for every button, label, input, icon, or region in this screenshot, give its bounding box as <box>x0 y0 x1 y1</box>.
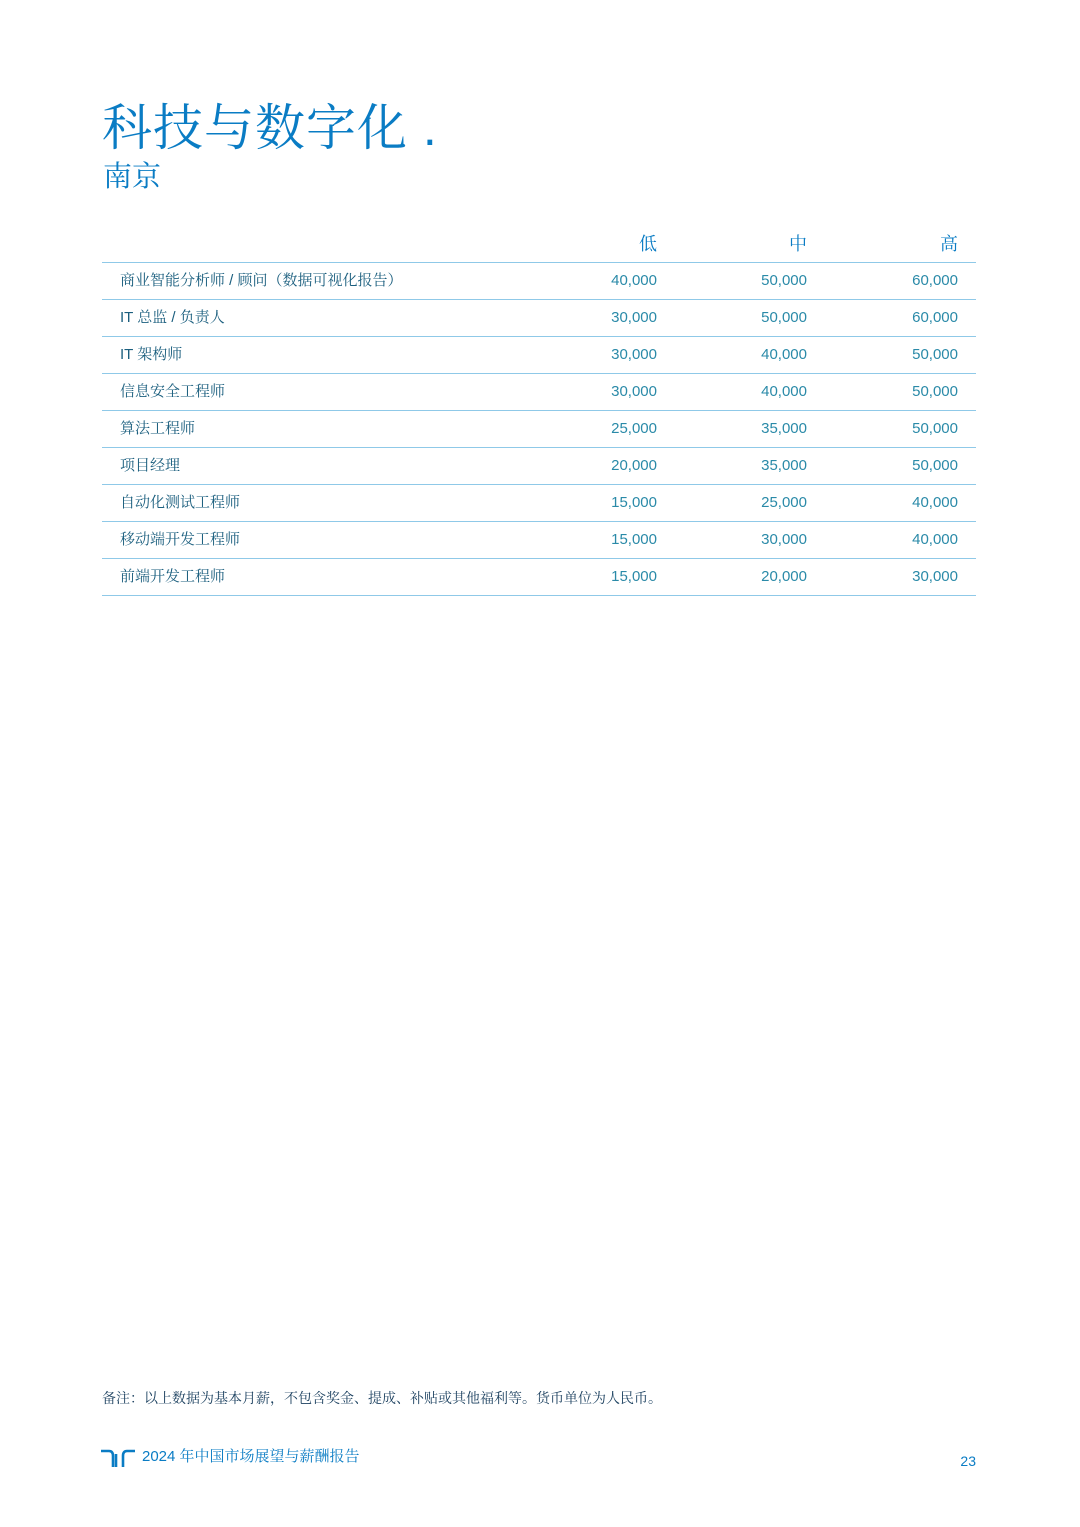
table-row <box>102 485 976 522</box>
table-row <box>102 374 976 411</box>
salary-low-cell: 30,000 <box>611 309 657 326</box>
salary-high-cell: 60,000 <box>912 272 958 289</box>
salary-high-cell: 40,000 <box>912 531 958 548</box>
salary-low-cell: 25,000 <box>611 420 657 437</box>
table-row <box>102 559 976 596</box>
salary-high-cell: 60,000 <box>912 309 958 326</box>
table-row <box>102 448 976 485</box>
column-header-high: 高 <box>940 234 958 254</box>
salary-low-cell: 30,000 <box>611 383 657 400</box>
table-row <box>102 300 976 337</box>
page-number: 23 <box>960 1453 976 1469</box>
page-title: 科技与数字化 . <box>102 100 438 156</box>
salary-low-cell: 15,000 <box>611 494 657 511</box>
table-row <box>102 411 976 448</box>
table-header <box>102 226 976 263</box>
table-row <box>102 263 976 300</box>
salary-low-cell: 40,000 <box>611 272 657 289</box>
role-cell: 前端开发工程师 <box>120 568 226 585</box>
hays-logo-icon <box>101 1449 135 1467</box>
salary-low-cell: 15,000 <box>611 568 657 585</box>
salary-mid-cell: 40,000 <box>761 383 807 400</box>
role-cell: 商业智能分析师 / 顾问（数据可视化报告） <box>120 272 403 289</box>
column-header-low: 低 <box>639 234 657 254</box>
role-cell: 自动化测试工程师 <box>120 494 241 511</box>
salary-mid-cell: 35,000 <box>761 420 807 437</box>
report-title: 2024 年中国市场展望与薪酬报告 <box>142 1448 360 1465</box>
salary-high-cell: 50,000 <box>912 346 958 363</box>
footnote: 备注：以上数据为基本月薪，不包含奖金、提成、补贴或其他福利等。货币单位为人民币。 <box>102 1390 662 1406</box>
salary-mid-cell: 50,000 <box>761 309 807 326</box>
salary-high-cell: 50,000 <box>912 420 958 437</box>
salary-low-cell: 15,000 <box>611 531 657 548</box>
role-cell: IT 总监 / 负责人 <box>120 309 225 326</box>
role-cell: 算法工程师 <box>120 420 196 437</box>
role-cell: 移动端开发工程师 <box>120 531 241 548</box>
role-cell: IT 架构师 <box>120 346 183 363</box>
salary-low-cell: 20,000 <box>611 457 657 474</box>
page-subtitle: 南京 <box>103 161 162 193</box>
role-cell: 信息安全工程师 <box>120 383 226 400</box>
salary-mid-cell: 20,000 <box>761 568 807 585</box>
salary-mid-cell: 40,000 <box>761 346 807 363</box>
salary-high-cell: 40,000 <box>912 494 958 511</box>
salary-low-cell: 30,000 <box>611 346 657 363</box>
salary-mid-cell: 50,000 <box>761 272 807 289</box>
salary-high-cell: 50,000 <box>912 383 958 400</box>
table-row <box>102 522 976 559</box>
table-row <box>102 337 976 374</box>
column-header-mid: 中 <box>789 234 807 254</box>
salary-mid-cell: 30,000 <box>761 531 807 548</box>
salary-high-cell: 30,000 <box>912 568 958 585</box>
salary-mid-cell: 35,000 <box>761 457 807 474</box>
salary-high-cell: 50,000 <box>912 457 958 474</box>
salary-mid-cell: 25,000 <box>761 494 807 511</box>
role-cell: 项目经理 <box>120 457 181 474</box>
salary-table <box>102 226 976 596</box>
